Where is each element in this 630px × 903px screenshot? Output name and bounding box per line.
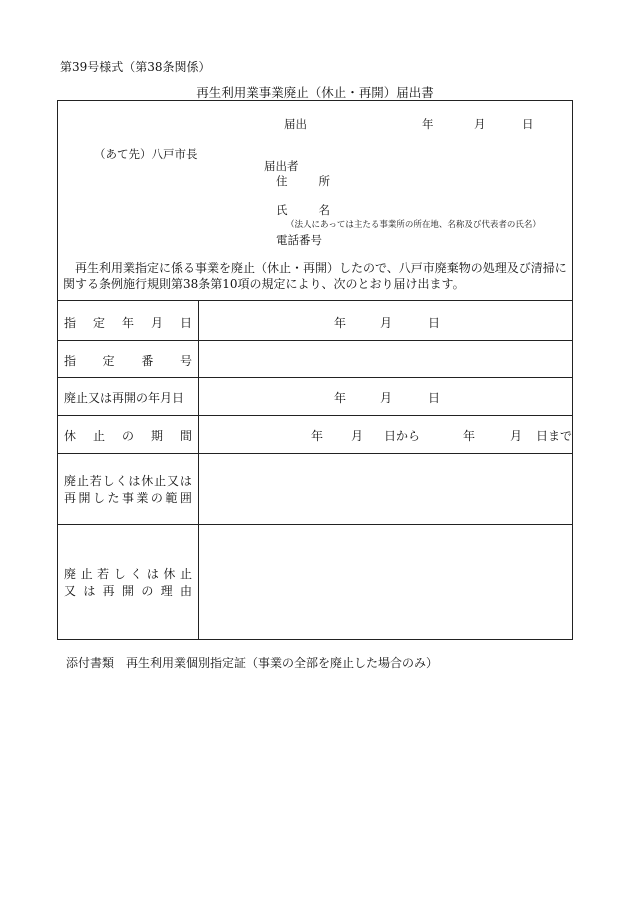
label-char: 開 xyxy=(121,584,134,598)
name-note: （法人にあっては主たる事業所の所在地、名称及び代表者の氏名） xyxy=(286,220,541,230)
designation-date-label xyxy=(64,314,192,331)
label-char: は xyxy=(83,584,96,598)
phone-label: 電話番号 xyxy=(276,233,322,247)
label-char: 若 xyxy=(89,474,102,488)
label-char: 番 xyxy=(141,354,154,368)
label-char: く xyxy=(115,474,128,488)
label-char: た xyxy=(107,491,120,505)
row-divider xyxy=(58,415,572,416)
body-text: 再生利用業指定に係る事業を廃止（休止・再開）したので、八戸市廃棄物の処理及び清掃に関する条例施行規則第38条第10項の規定により、次のとおり届け出ます。 xyxy=(63,261,567,291)
label-char: 号 xyxy=(179,354,192,368)
filing-date xyxy=(284,116,564,130)
reason-label-line2 xyxy=(64,583,192,600)
scope-label-line2 xyxy=(64,490,192,507)
label-char: 休 xyxy=(64,429,77,443)
label-char: 開 xyxy=(78,491,91,505)
label-char: の xyxy=(121,429,134,443)
column-divider xyxy=(198,300,199,639)
row-divider xyxy=(58,340,572,341)
label-char: 止 xyxy=(80,567,93,581)
label-char: 又 xyxy=(64,584,77,598)
label-char: 止 xyxy=(179,567,192,581)
label-char: 定 xyxy=(102,354,115,368)
suspension-from-day: 日から xyxy=(384,429,421,443)
designation-day: 日 xyxy=(428,316,441,330)
label-char: 囲 xyxy=(179,491,192,505)
address-label-char: 所 xyxy=(318,174,330,188)
label-char: 範 xyxy=(165,491,178,505)
row-divider xyxy=(58,377,572,378)
document-title: 再生利用業事業廃止（休止・再開）届出書 xyxy=(196,85,434,100)
designation-number-label xyxy=(64,352,192,369)
label-char: 期 xyxy=(150,429,163,443)
addressee: （あて先）八戸市長 xyxy=(94,147,198,161)
label-char: 定 xyxy=(92,316,105,330)
label-char: く xyxy=(130,567,143,581)
row-divider xyxy=(58,453,572,454)
suspension-to-month: 月 xyxy=(510,429,523,443)
filing-date-day: 日 xyxy=(522,117,534,131)
row-divider xyxy=(58,524,572,525)
label-char: 日 xyxy=(179,316,192,330)
name-label-char: 名 xyxy=(318,203,330,217)
label-char: は xyxy=(128,474,141,488)
label-char: は xyxy=(179,474,192,488)
label-char: し xyxy=(92,491,105,505)
abolish-month: 月 xyxy=(380,391,393,405)
label-char: 業 xyxy=(136,491,149,505)
name-label xyxy=(276,202,330,218)
designation-year: 年 xyxy=(334,316,347,330)
form-number: 第39号様式（第38条関係） xyxy=(60,60,211,74)
suspension-from-year: 年 xyxy=(311,429,324,443)
name-label-char: 氏 xyxy=(276,203,288,217)
designation-month: 月 xyxy=(380,316,393,330)
label-char: 再 xyxy=(64,491,77,505)
filing-date-year: 年 xyxy=(422,117,434,131)
label-char: の xyxy=(141,584,154,598)
label-char: 年 xyxy=(121,316,134,330)
filing-date-month: 月 xyxy=(474,117,486,131)
label-char: し xyxy=(113,567,126,581)
reason-label-line1 xyxy=(64,566,192,583)
row-divider xyxy=(58,300,572,301)
abolish-day: 日 xyxy=(428,391,441,405)
suspension-to-day: 日まで xyxy=(536,429,573,443)
label-char: 止 xyxy=(92,429,105,443)
label-char: 間 xyxy=(179,429,192,443)
label-char: 止 xyxy=(154,474,167,488)
label-char: の xyxy=(150,491,163,505)
suspension-to-year: 年 xyxy=(463,429,476,443)
scope-label-line1 xyxy=(64,473,192,490)
scope-label xyxy=(64,473,192,507)
applicant-label: 届出者 xyxy=(264,159,299,173)
attachment-note: 添付書類 再生利用業個別指定証（事業の全部を廃止した場合のみ） xyxy=(66,656,439,670)
label-char: 指 xyxy=(64,354,77,368)
suspension-period-label xyxy=(64,427,192,444)
label-char: 休 xyxy=(163,567,176,581)
label-char: 再 xyxy=(102,584,115,598)
abolish-year: 年 xyxy=(334,391,347,405)
label-char: 指 xyxy=(64,316,77,330)
reason-label xyxy=(64,566,192,600)
address-label xyxy=(276,173,330,189)
label-char: 休 xyxy=(141,474,154,488)
label-char: 廃 xyxy=(64,567,77,581)
label-char: 由 xyxy=(179,584,192,598)
address-label-char: 住 xyxy=(276,174,288,188)
label-char: 理 xyxy=(160,584,173,598)
abolish-date-label: 廃止又は再開の年月日 xyxy=(64,391,185,405)
label-char: は xyxy=(146,567,159,581)
form-frame xyxy=(57,100,573,640)
label-char: し xyxy=(102,474,115,488)
label-char: 月 xyxy=(150,316,163,330)
filing-date-label: 届出 xyxy=(284,117,307,131)
label-char: 止 xyxy=(76,474,89,488)
label-char: 又 xyxy=(167,474,180,488)
label-char: 廃 xyxy=(64,474,77,488)
label-char: 事 xyxy=(121,491,134,505)
suspension-from-month: 月 xyxy=(351,429,364,443)
label-char: 若 xyxy=(97,567,110,581)
